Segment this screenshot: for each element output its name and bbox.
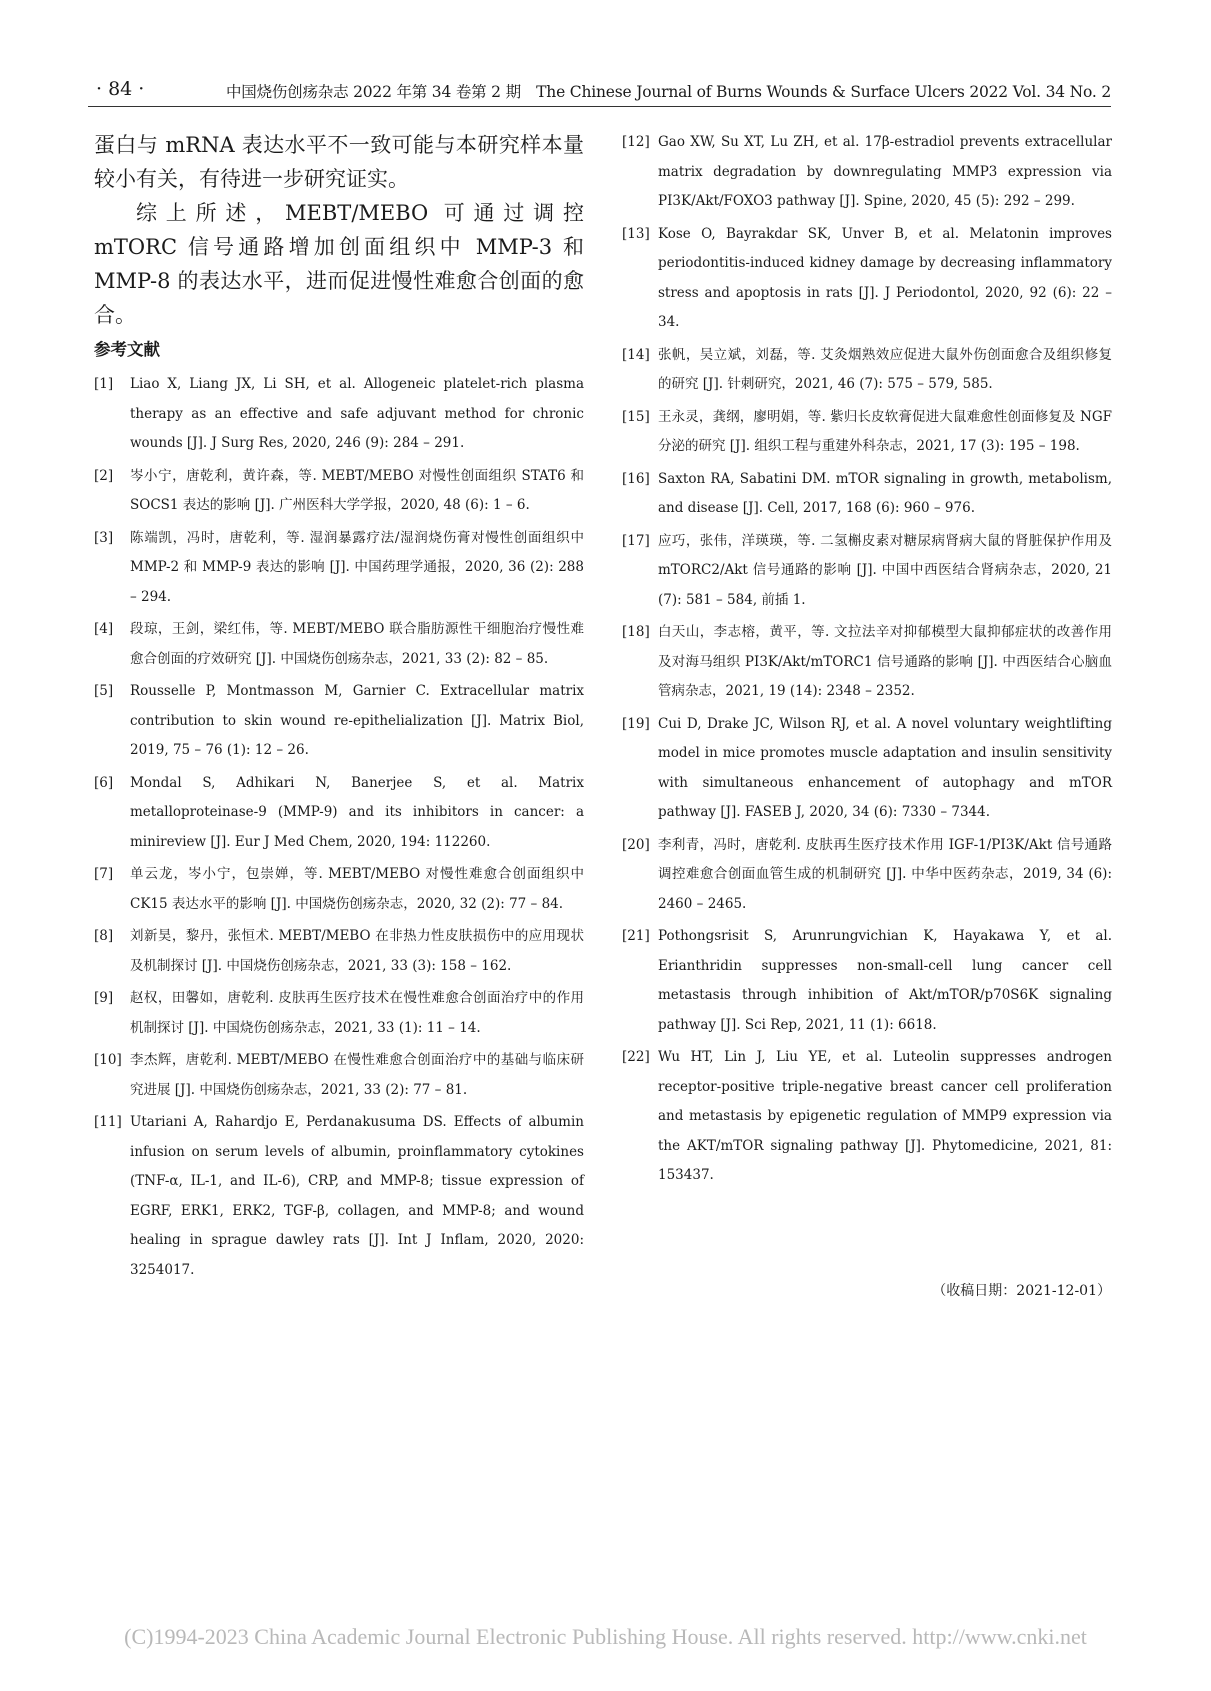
reference-item	[622, 922, 1112, 1040]
reference-text: Gao XW, Su XT, Lu ZH, et al. 17β-estradiol prevents extracellular matrix degradation by downregulating MMP3 expression via PI3K/Akt/FOXO3 pathway [J]. Spine, 2020, 45 (5): 292 – 299.	[658, 134, 1112, 209]
reference-number: [19]	[622, 715, 650, 732]
reference-item	[622, 1043, 1112, 1191]
reference-text: 应巧，张伟，洋瑛瑛，等. 二氢槲皮素对糖尿病肾病大鼠的肾脏保护作用及 mTORC2/Akt 信号通路的影响 [J]. 中国中西医结合肾病杂志，2020, 21 (7): 581 – 584, 前插 1.	[658, 532, 1112, 608]
reference-number: [9]	[94, 990, 114, 1006]
reference-number: [15]	[622, 408, 650, 425]
reference-text: 白天山，李志榕，黄平，等. 文拉法辛对抑郁模型大鼠抑郁症状的改善作用及对海马组织 PI3K/Akt/mTORC1 信号通路的影响 [J]. 中西医结合心脑血管病杂志，2021, 19 (14): 2348 – 2352.	[658, 624, 1112, 699]
page-number: · 84 ·	[96, 78, 145, 100]
body-paragraph-1: 蛋白与 mRNA 表达水平不一致可能与本研究样本量较小有关，有待进一步研究证实。	[94, 133, 584, 191]
reference-list-left	[94, 370, 584, 1285]
received-date: （收稿日期：2021-12-01）	[932, 1283, 1111, 1299]
reference-number: [5]	[94, 683, 114, 699]
reference-item	[622, 831, 1112, 920]
reference-text: 李杰辉，唐乾利. MEBT/MEBO 在慢性难愈合创面治疗中的基础与临床研究进展 [J]. 中国烧伤创疡杂志，2021, 33 (2): 77 – 81.	[130, 1052, 584, 1098]
reference-item	[94, 677, 584, 766]
reference-text: Saxton RA, Sabatini DM. mTOR signaling in growth, metabolism, and disease [J]. Cell, 2017, 168 (6): 960 – 976.	[658, 470, 1112, 516]
reference-number: [11]	[94, 1114, 122, 1130]
reference-number: [20]	[622, 836, 650, 853]
reference-item	[622, 465, 1112, 524]
reference-number: [7]	[94, 866, 114, 882]
reference-number: [3]	[94, 529, 114, 546]
reference-item	[622, 341, 1112, 400]
reference-item	[622, 403, 1112, 462]
reference-text: 陈端凯，冯时，唐乾利，等. 湿润暴露疗法/湿润烧伤膏对慢性创面组织中 MMP-2 和 MMP-9 表达的影响 [J]. 中国药理学通报，2020, 36 (2): 288 – 294.	[130, 529, 584, 605]
reference-text: 李利青，冯时，唐乾利. 皮肤再生医疗技术作用 IGF-1/PI3K/Akt 信号通路调控难愈合创面血管生成的机制研究 [J]. 中华中医药杂志，2019, 34 (6): 2460 – 2465.	[658, 836, 1112, 912]
reference-list-right	[622, 128, 1112, 1191]
reference-text: 岑小宁，唐乾利，黄许森，等. MEBT/MEBO 对慢性创面组织 STAT6 和 SOCS1 表达的影响 [J]. 广州医科大学学报，2020, 48 (6): 1 – 6.	[130, 467, 584, 513]
reference-number: [13]	[622, 225, 650, 242]
journal-title: 中国烧伤创疡杂志 2022 年第 34 卷第 2 期 The Chinese Journal of Burns Wounds & Surface Ulcers 2022 Vol. 34 No. 2	[225, 83, 1111, 101]
reference-text: Mondal S, Adhikari N, Banerjee S, et al. Matrix metalloproteinase-9 (MMP-9) and its inhibitors in cancer: a minireview [J]. Eur J Med Chem, 2020, 194: 112260.	[130, 774, 584, 850]
reference-number: [17]	[622, 532, 650, 549]
reference-number: [16]	[622, 470, 650, 487]
references-heading: 参考文献	[94, 340, 160, 359]
reference-number: [4]	[94, 621, 114, 637]
body-paragraph-2: 综上所述，MEBT/MEBO 可通过调控 mTORC 信号通路增加创面组织中 MMP-3 和 MMP-8 的表达水平，进而促进慢性难愈合创面的愈合。	[94, 201, 584, 327]
reference-number: [22]	[622, 1049, 650, 1065]
reference-text: 刘新昊，黎丹，张恒术. MEBT/MEBO 在非热力性皮肤损伤中的应用现状及机制探讨 [J]. 中国烧伤创疡杂志，2021, 33 (3): 158 – 162.	[130, 928, 584, 974]
reference-text: Cui D, Drake JC, Wilson RJ, et al. A novel voluntary weightlifting model in mice promotes muscle adaptation and insulin sensitivity with simultaneous enhancement of autophagy and mTOR pathway [J]. FASEB J, 2020, 34 (6): 7330 – 7344.	[658, 715, 1112, 820]
reference-number: [2]	[94, 467, 114, 484]
left-column	[94, 128, 584, 1288]
reference-number: [14]	[622, 346, 650, 363]
reference-item	[622, 128, 1112, 217]
reference-item	[94, 922, 584, 981]
reference-item	[94, 462, 584, 521]
reference-item	[622, 220, 1112, 338]
reference-item	[94, 1046, 584, 1105]
reference-number: [8]	[94, 928, 114, 944]
reference-item	[94, 860, 584, 919]
reference-text: 段琼，王剑，梁红伟，等. MEBT/MEBO 联合脂肪源性干细胞治疗慢性难愈合创面的疗效研究 [J]. 中国烧伤创疡杂志，2021, 33 (2): 82 – 85.	[130, 621, 584, 667]
reference-item	[94, 1108, 584, 1285]
reference-number: [18]	[622, 624, 650, 640]
reference-number: [10]	[94, 1052, 122, 1068]
reference-text: Liao X, Liang JX, Li SH, et al. Allogeneic platelet-rich plasma therapy as an effective and safe adjuvant method for chronic wounds [J]. J Surg Res, 2020, 246 (9): 284 – 291.	[130, 376, 584, 451]
page-header	[88, 76, 1111, 107]
reference-text: Kose O, Bayrakdar SK, Unver B, et al. Melatonin improves periodontitis-induced kidney damage by decreasing inflammatory stress and apoptosis in rats [J]. J Periodontol, 2020, 92 (6): 22 – 34.	[658, 225, 1112, 330]
reference-text: 单云龙，岑小宁，包崇婵，等. MEBT/MEBO 对慢性难愈合创面组织中 CK15 表达水平的影响 [J]. 中国烧伤创疡杂志，2020, 32 (2): 77 – 84.	[130, 866, 584, 912]
right-column	[622, 128, 1112, 1194]
reference-number: [6]	[94, 774, 114, 791]
reference-text: Wu HT, Lin J, Liu YE, et al. Luteolin suppresses androgen receptor-positive triple-negative breast cancer cell proliferation and metastasis by epigenetic regulation of MMP9 expression via the AKT/mTOR signaling pathway [J]. Phytomedicine, 2021, 81: 153437.	[658, 1049, 1112, 1183]
reference-number: [12]	[622, 134, 650, 150]
reference-item	[94, 769, 584, 858]
reference-item	[94, 615, 584, 674]
reference-item	[622, 710, 1112, 828]
reference-item	[94, 370, 584, 459]
copyright-footer: (C)1994-2023 China Academic Journal Electronic Publishing House. All rights reserved. http://www.cnki.net	[124, 1624, 1087, 1649]
reference-item	[622, 618, 1112, 707]
reference-text: 赵权，田馨如，唐乾利. 皮肤再生医疗技术在慢性难愈合创面治疗中的作用机制探讨 [J]. 中国烧伤创疡杂志，2021, 33 (1): 11 – 14.	[130, 990, 584, 1036]
reference-item	[622, 527, 1112, 616]
reference-text: Utariani A, Rahardjo E, Perdanakusuma DS. Effects of albumin infusion on serum levels of albumin, proinflammatory cytokines (TNF-α, IL-1, and IL-6), CRP, and MMP-8; tissue expression of EGRF, ERK1, ERK2, TGF-β, collagen, and MMP-8; and wound healing in sprague dawley rats [J]. Int J Inflam, 2020, 2020: 3254017.	[130, 1114, 584, 1278]
reference-text: 王永灵，龚纲，廖明娟，等. 紫归长皮软膏促进大鼠难愈性创面修复及 NGF 分泌的研究 [J]. 组织工程与重建外科杂志，2021, 17 (3): 195 – 198.	[658, 408, 1112, 454]
reference-number: [21]	[622, 928, 650, 944]
reference-number: [1]	[94, 376, 114, 392]
reference-item	[94, 524, 584, 613]
reference-text: Pothongsrisit S, Arunrungvichian K, Hayakawa Y, et al. Erianthridin suppresses non-small-cell lung cancer cell metastasis through inhibition of Akt/mTOR/p70S6K signaling pathway [J]. Sci Rep, 2021, 11 (1): 6618.	[658, 928, 1112, 1033]
reference-text: 张帆，吴立斌，刘磊，等. 艾灸烟熟效应促进大鼠外伤创面愈合及组织修复的研究 [J]. 针刺研究，2021, 46 (7): 575 – 579, 585.	[658, 346, 1112, 392]
reference-text: Rousselle P, Montmasson M, Garnier C. Extracellular matrix contribution to skin wound re-epithelialization [J]. Matrix Biol, 2019, 75 – 76 (1): 12 – 26.	[130, 683, 584, 758]
reference-item	[94, 984, 584, 1043]
